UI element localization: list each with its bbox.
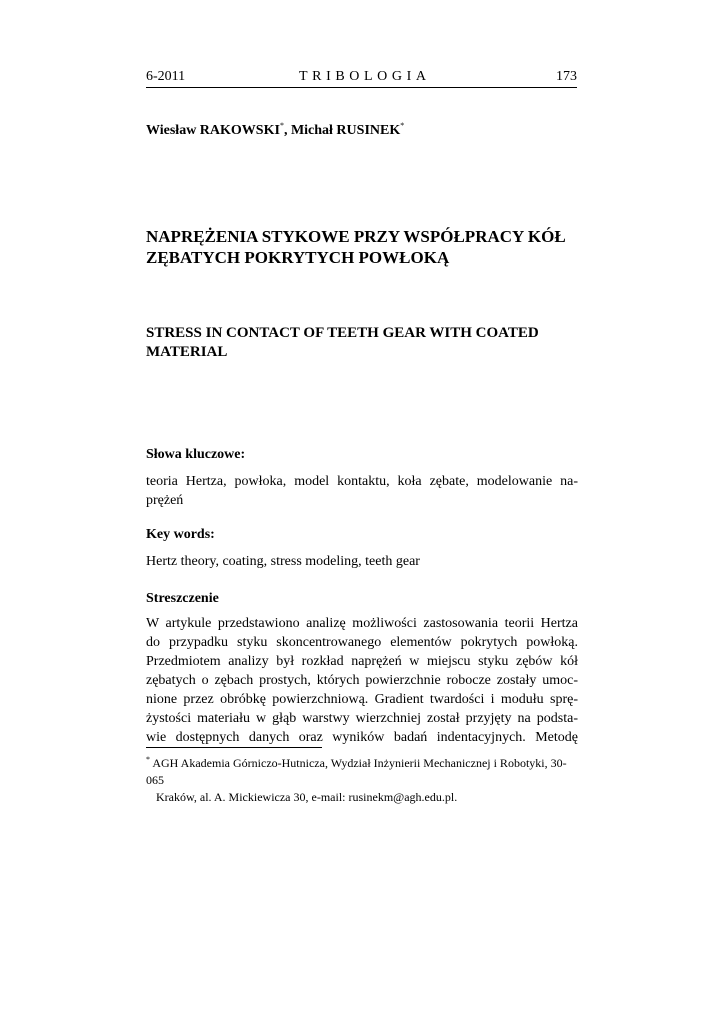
abstract-line: żystości materiału w głąb warstwy wierzchniej został przyjęty na podsta- [146, 711, 578, 726]
author-footnote-mark: * [279, 121, 284, 130]
title-english-line: MATERIAL [146, 344, 228, 360]
keywords-english-line: Hertz theory, coating, stress modeling, teeth gear [146, 554, 420, 569]
keywords-english-text [146, 552, 578, 571]
abstract-heading: Streszczenie [146, 591, 219, 606]
footnote-line: Kraków, al. A. Mickiewicza 30, e-mail: rusinekm@agh.edu.pl. [156, 790, 458, 804]
keywords-english-heading: Key words: [146, 527, 215, 542]
authors-line [146, 123, 404, 139]
keywords-polish-heading: Słowa kluczowe: [146, 447, 246, 462]
title-polish-line: ZĘBATYCH POKRYTYCH POWŁOKĄ [146, 248, 450, 267]
abstract-text [146, 614, 578, 747]
footnote [146, 755, 580, 806]
author-footnote-mark: * [400, 121, 405, 130]
abstract-line: Przedmiotem analizy był rozkład naprężeń w miejscu styku zębów kół [146, 654, 578, 669]
author-separator: , [283, 123, 291, 138]
title-english-line: STRESS IN CONTACT OF TEETH GEAR WITH COATED [146, 325, 539, 341]
footnote-line: AGH Akademia Górniczo-Hutnicza, Wydział Inżynierii Mechanicznej i Robotyki, 30-065 [146, 756, 567, 787]
keywords-polish-text [146, 472, 578, 510]
keywords-polish-line: teoria Hertza, powłoka, model kontaktu, koła zębate, modelowanie na- [146, 474, 578, 489]
abstract-line: nione przez obróbkę powierzchniową. Gradient twardości i modułu sprę- [146, 692, 578, 707]
abstract-line: do przypadku styku skoncentrowanego elementów pokrytych powłoką. [146, 635, 578, 650]
abstract-line: zębatych o zębach prostych, których powierzchnie robocze zostały umoc- [146, 673, 578, 688]
author-rakowski: Wiesław RAKOWSKI [146, 123, 280, 138]
page-number: 173 [556, 69, 577, 84]
footnote-mark: * [146, 755, 150, 764]
title-polish-line: NAPRĘŻENIA STYKOWE PRZY WSPÓŁPRACY KÓŁ [146, 227, 566, 246]
keywords-polish-line: prężeń [146, 493, 184, 508]
author-rusinek: Michał RUSINEK [290, 123, 401, 138]
title-english [146, 324, 586, 362]
title-polish [146, 226, 586, 268]
header-rule [146, 87, 577, 88]
abstract-line: W artykule przedstawiono analizę możliwości zastosowania teorii Hertza [146, 616, 578, 631]
footnote-rule [146, 747, 322, 748]
abstract-line: wie dostępnych danych oraz wyników badań indentacyjnych. Metodę [146, 730, 578, 745]
journal-name: TRIBOLOGIA [299, 69, 431, 84]
issue-number: 6-2011 [146, 69, 186, 84]
